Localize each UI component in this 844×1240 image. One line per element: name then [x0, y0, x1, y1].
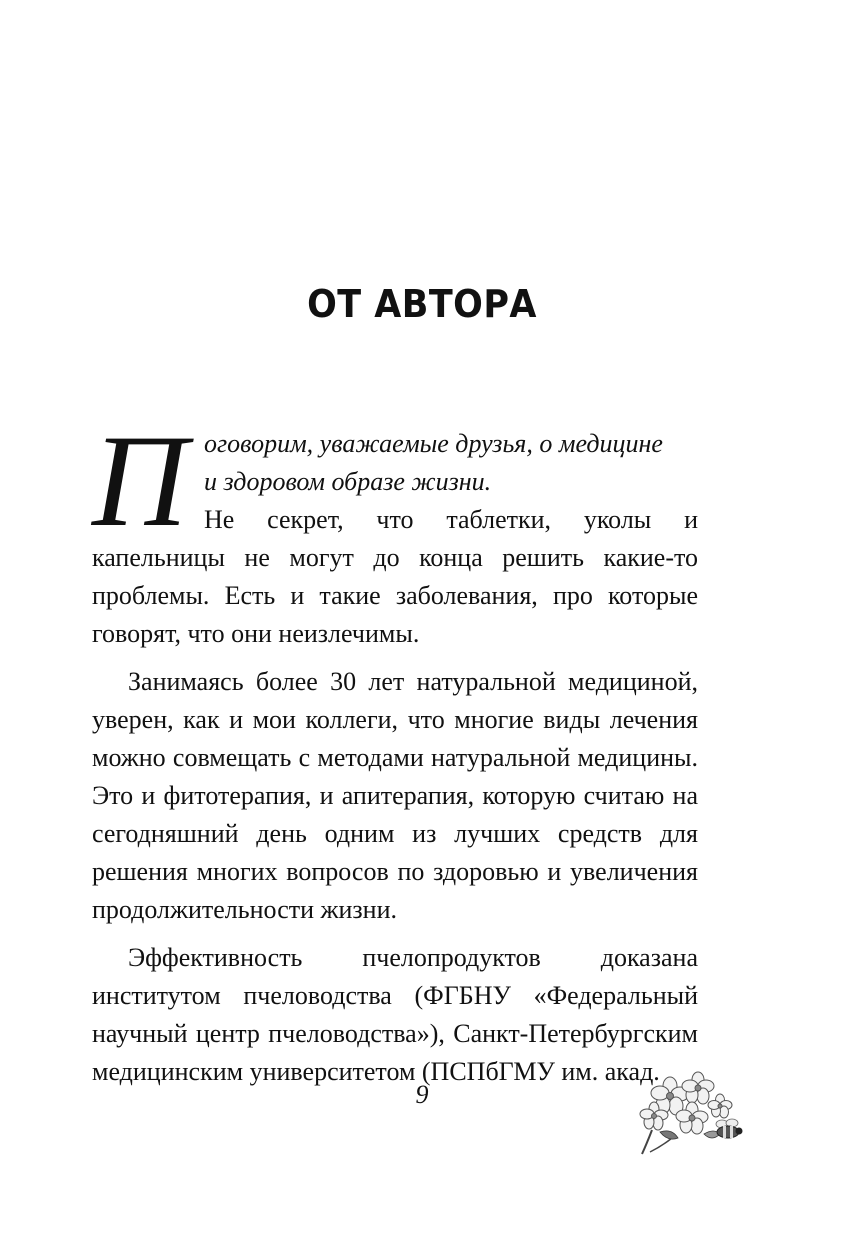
chapter-title: ОТ АВТОРА: [307, 282, 537, 326]
lead-line-1: оговорим, уважаемые друзья, о медицине: [204, 429, 663, 458]
lead-line-2: и здоровом образе жизни.: [204, 467, 492, 496]
page-number: 9: [415, 1080, 429, 1109]
flower-bee-icon: [632, 1068, 747, 1158]
body-text: [92, 407, 698, 1091]
paragraph-3: Эффективность пчелопродуктов доказана институтом пчеловодства (ФГБНУ «Федеральный научный центр пчеловодства»), Санкт-Петербургским медицинским университетом (ПСПбГМУ им. акад.: [92, 943, 698, 1086]
paragraph-2: Занимаясь более 30 лет натуральной медициной, уверен, как и мои коллеги, что многие виды лечения можно совмещать с методами натуральной медицины. Это и фитотерапия, и апитерапия, которую считаю на сегодняшний день одним из лучших средств для решения многих вопросов по здоровью и увеличения продолжительности жизни.: [92, 667, 698, 924]
paragraph-1-rest: Не секрет, что таблетки, уколы и капельницы не могут до конца решить какие-то проблемы. Есть и такие заболевания, про которые говорят, что они неизлечимы.: [92, 505, 698, 648]
drop-cap: П: [92, 407, 188, 554]
